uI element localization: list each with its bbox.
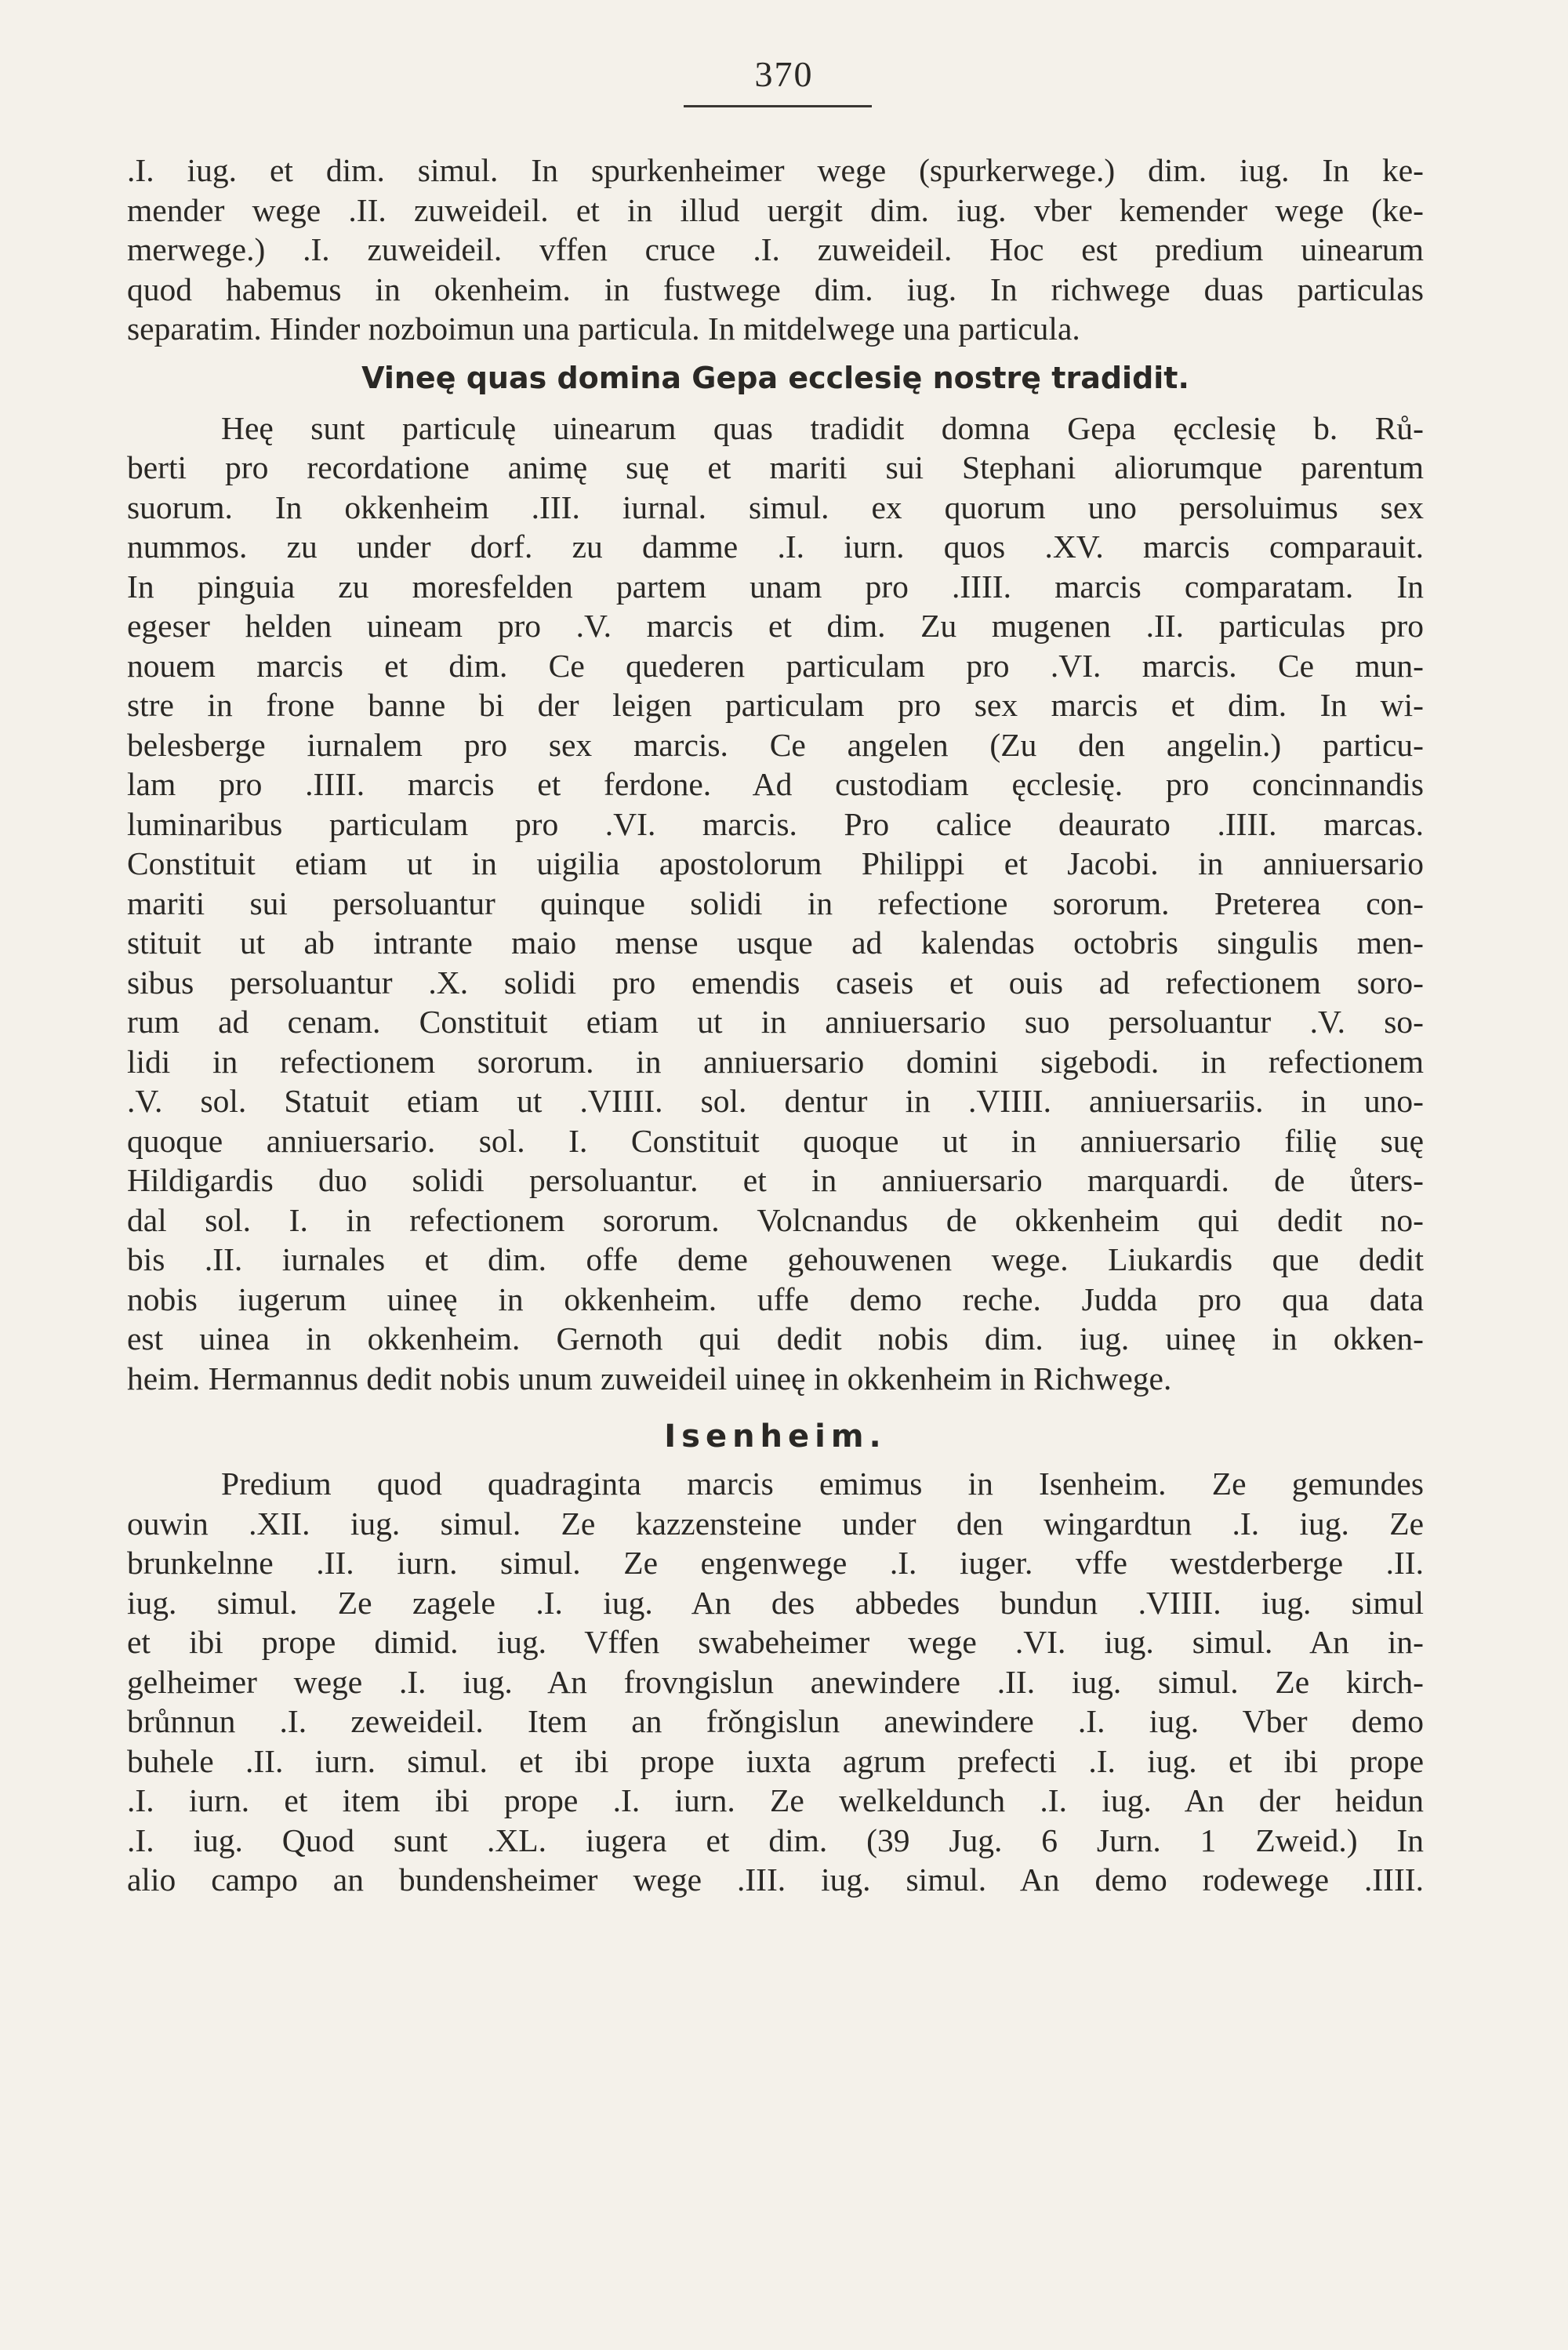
text-line: .I. iurn. et item ibi prope .I. iurn. Ze welkeldunch .I. iug. An der heidun (127, 1782, 1424, 1818)
text-line: rum ad cenam. Constituit etiam ut in anniuersario suo persoluantur .V. so- (127, 1004, 1424, 1040)
text-line: alio campo an bundensheimer wege .III. iug. simul. An demo rodewege .IIII. (127, 1861, 1424, 1898)
text-line: sibus persoluantur .X. solidi pro emendis caseis et ouis ad refectionem soro- (127, 964, 1424, 1001)
text-line: Heę sunt particulę uinearum quas tradidit domna Gepa ęcclesię b. Rů- (221, 409, 1424, 446)
section-isenheim (127, 1464, 1424, 1900)
text-line: et ibi prope dimid. iug. Vffen swabeheimer wege .VI. iug. simul. An in- (127, 1624, 1424, 1660)
text-line: bis .II. iurnales et dim. offe deme gehouwenen wege. Liukardis que dedit (127, 1241, 1424, 1277)
body-text (127, 151, 1424, 1900)
text-line: buhele .II. iurn. simul. et ibi prope iuxta agrum prefecti .I. iug. et ibi prope (127, 1742, 1424, 1779)
text-line: In pinguia zu moresfelden partem unam pro .IIII. marcis comparatam. In (127, 568, 1424, 605)
text-line: mender wege .II. zuweideil. et in illud uergit dim. iug. vber kemender wege (ke- (127, 191, 1424, 228)
text-line: .I. iug. et dim. simul. In spurkenheimer wege (spurkerwege.) dim. iug. In ke- (127, 152, 1424, 188)
text-line: est uinea in okkenheim. Gernoth qui dedit nobis dim. iug. uineę in okken- (127, 1320, 1424, 1357)
text-line: mariti sui persoluantur quinque solidi in refectione sororum. Preterea con- (127, 884, 1424, 921)
text-line: stre in frone banne bi der leigen particulam pro sex marcis et dim. In wi- (127, 687, 1424, 723)
text-line: iug. simul. Ze zagele .I. iug. An des abbedes bundun .VIIII. iug. simul (127, 1584, 1424, 1621)
page-number-rule (684, 105, 872, 107)
text-line: .V. sol. Statuit etiam ut .VIIII. sol. dentur in .VIIII. anniuersariis. in uno- (127, 1083, 1424, 1119)
text-line: .I. iug. Quod sunt .XL. iugera et dim. (39 Jug. 6 Jurn. 1 Zweid.) In (127, 1822, 1424, 1858)
text-line: heim. Hermannus dedit nobis unum zuweideil uineę in okkenheim in Richwege. (127, 1360, 1172, 1397)
text-line: quoque anniuersario. sol. I. Constituit quoque ut in anniuersario filię suę (127, 1122, 1424, 1159)
text-line: Constituit etiam ut in uigilia apostolorum Philippi et Jacobi. in anniuersario (127, 845, 1424, 881)
text-line: Predium quod quadraginta marcis emimus in Isenheim. Ze gemundes (221, 1466, 1424, 1502)
text-line: gelheimer wege .I. iug. An frovngislun anewindere .II. iug. simul. Ze kirch- (127, 1663, 1424, 1700)
section-okenheim (127, 151, 1424, 349)
text-line: berti pro recordatione animę suę et mariti sui Stephani aliorumque parentum (127, 449, 1424, 485)
text-line: quod habemus in okenheim. in fustwege dim. iug. In richwege duas particulas (127, 271, 1424, 307)
section-heading-gepa: Vineę quas domina Gepa ecclesię nostrę tradidit. (361, 360, 1189, 395)
section-heading-isenheim: Isenheim. (664, 1418, 887, 1455)
page-number: 370 (754, 54, 814, 94)
text-line: lidi in refectionem sororum. in anniuersario domini sigebodi. in refectionem (127, 1043, 1424, 1080)
text-line: brůnnun .I. zeweideil. Item an frǒngislun anewindere .I. iug. Vber demo (127, 1703, 1424, 1739)
text-line: separatim. Hinder nozboimun una particula. In mitdelwege una particula. (127, 311, 1080, 347)
text-line: ouwin .XII. iug. simul. Ze kazzensteine under den wingardtun .I. iug. Ze (127, 1505, 1424, 1542)
text-line: luminaribus particulam pro .VI. marcis. Pro calice deaurato .IIII. marcas. (127, 805, 1424, 842)
text-line: dal sol. I. in refectionem sororum. Volcnandus de okkenheim qui dedit no- (127, 1201, 1424, 1238)
section-gepa (127, 409, 1424, 1399)
text-line: lam pro .IIII. marcis et ferdone. Ad custodiam ęcclesię. pro concinnandis (127, 766, 1424, 802)
text-line: brunkelnne .II. iurn. simul. Ze engenwege .I. iuger. vffe westderberge .II. (127, 1545, 1424, 1581)
text-line: Hildigardis duo solidi persoluantur. et in anniuersario marquardi. de ůters- (127, 1162, 1424, 1198)
text-line: nouem marcis et dim. Ce quederen particulam pro .VI. marcis. Ce mun- (127, 647, 1424, 684)
text-line: nummos. zu under dorf. zu damme .I. iurn. quos .XV. marcis comparauit. (127, 528, 1424, 565)
text-line: egeser helden uineam pro .V. marcis et dim. Zu mugenen .II. particulas pro (127, 608, 1424, 644)
text-line: merwege.) .I. zuweideil. vffen cruce .I. zuweideil. Hoc est predium uinearum (127, 231, 1424, 267)
text-line: stituit ut ab intrante maio mense usque ad kalendas octobris singulis men- (127, 924, 1424, 961)
text-line: suorum. In okkenheim .III. iurnal. simul. ex quorum uno persoluimus sex (127, 489, 1424, 525)
text-line: nobis iugerum uineę in okkenheim. uffe demo reche. Judda pro qua data (127, 1280, 1424, 1317)
text-line: belesberge iurnalem pro sex marcis. Ce angelen (Zu den angelin.) particu- (127, 726, 1424, 763)
